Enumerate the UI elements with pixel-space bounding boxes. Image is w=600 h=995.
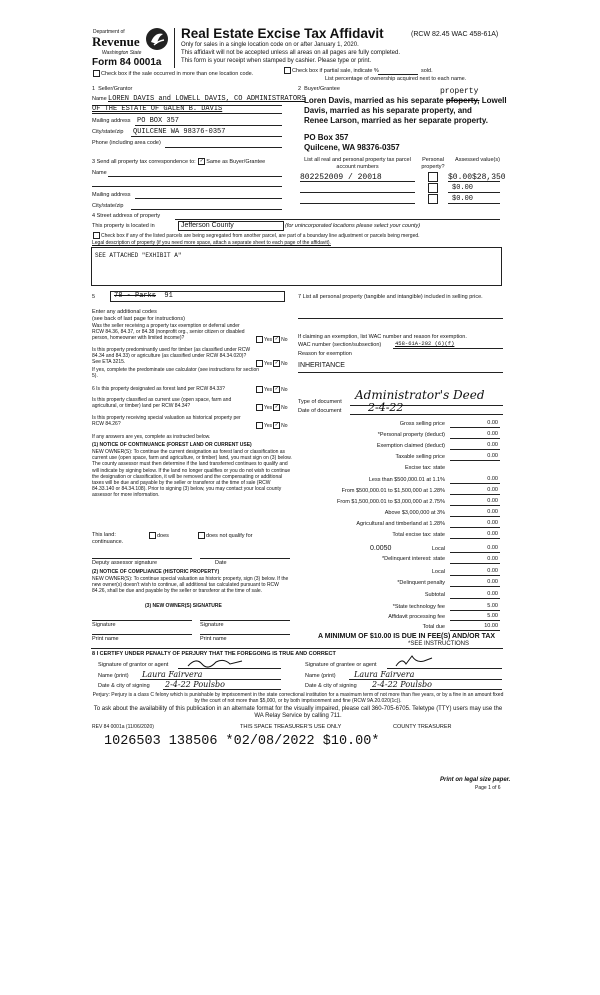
does-check[interactable]: does: [148, 532, 169, 539]
partial-sale-check[interactable]: Check box if partial sale, indicate %: [283, 67, 379, 74]
deputy-date-label: Date: [215, 560, 227, 566]
state-label: Washington State: [102, 50, 142, 56]
delinquent-local-label: Local: [431, 569, 445, 575]
form-number: Form 84 0001a: [92, 57, 162, 68]
reason-value: INHERITANCE: [298, 362, 345, 369]
correspondence-label: 3 Send all property tax correspondence to: ✓ Same as Buyer/Grantee: [92, 158, 266, 165]
legal-paper-note: Print on legal size paper.: [440, 777, 511, 783]
question-3-answer[interactable]: Yes ✓ No: [255, 386, 288, 393]
question-4: Is this property classified as current use (open space, farm and agricultural, or timber) land per RCW 84.34?: [92, 397, 232, 409]
certify-title: 8 I CERTIFY UNDER PENALTY OF PERJURY THAT THE FOREGOING IS TRUE AND CORRECT: [92, 651, 336, 657]
perjury-notice: Perjury: Perjury is a class C felony which is punishable by imprisonment in the state correctional institution for a maximum term of not more than five years, or by a fine in an amount fixed by the court of not more than $5,000, or by both imprisonment and fine (RCW 9A.20.020(1c)).: [92, 692, 504, 704]
seller-city-label: City/state/zip: [92, 129, 124, 135]
grantor-name-label: Name (print): [98, 673, 129, 679]
subtotal-label: Subtotal: [424, 592, 445, 598]
tax-row-underline: [450, 460, 500, 461]
tax-row-value: 0.00: [487, 475, 498, 482]
tax-row-label: Exemption claimed (deduct): [376, 443, 445, 450]
revenue-logo-icon: [145, 27, 169, 51]
form-title: Real Estate Excise Tax Affidavit: [181, 26, 384, 41]
continuance-label: continuance.: [92, 539, 124, 545]
street-address-label: 4 Street address of property: [92, 213, 161, 219]
tax-row-underline: [450, 527, 500, 528]
personal-check-1[interactable]: [428, 172, 438, 182]
assessed-value-3: $0.00: [452, 195, 474, 203]
signature-label-1: Signature: [92, 622, 116, 628]
seller-city-value: QUILCENE WA 98376-0357: [133, 128, 226, 136]
delinquent-state-label: *Delinquent interest: state: [382, 556, 445, 562]
notice-2-title: (2) NOTICE OF COMPLIANCE (HISTORIC PROPERTY): [92, 569, 220, 575]
rcw-reference: (RCW 82.45 WAC 458-61A): [411, 31, 499, 38]
grantor-name-value: Laura Fairvera: [142, 670, 203, 679]
tax-row-label: Taxable selling price: [395, 454, 445, 461]
signature-label-2: Signature: [200, 622, 224, 628]
subtitle-2: This affidavit will not be accepted unless all areas on all pages are fully completed.: [181, 50, 401, 56]
segregated-check[interactable]: Check box if any of the listed parcels are being segregated from another parcel, are part of a boundary line adjustment or parcels being merged.: [92, 232, 420, 239]
tax-row-label: *Personal property (deduct): [377, 432, 445, 439]
parcel-header: List all real and personal property tax parcel account numbers: [304, 157, 411, 170]
county-select[interactable]: Jefferson County: [178, 221, 284, 231]
seller-phone-label: Phone (including area code): [92, 140, 161, 146]
seller-section: 1 Seller/Grantor: [92, 86, 133, 92]
treasurer-stamp: 1026503 138506 *02/08/2022 $10.00*: [104, 734, 380, 749]
page-number: Page 1 of 6: [475, 785, 501, 791]
correspondence-name-label: Name: [92, 170, 107, 176]
see-back-label: (see back of last page for instructions): [92, 316, 185, 322]
tax-row-label: Excise tax: state: [404, 465, 445, 472]
deputy-signature-label: Deputy assessor signature: [92, 560, 158, 566]
buyer-handwritten-property: property: [440, 87, 479, 96]
tax-row-label: From $1,500,000.01 to $3,000,000 at 2.75%: [337, 498, 445, 505]
tax-row-underline: [450, 494, 500, 495]
seller-name-label: Name: [92, 96, 107, 102]
notice-2-body: NEW OWNER(S): To continue special valuation as historic property, sign (3) below. If the new owner(s) doesn't wish to continue, all additional tax calculated pursuant to RCW 84.26, shall be due and payable by the seller or transferor at the time of sale.: [92, 576, 289, 595]
tax-row-value: 0.00: [487, 431, 498, 438]
buyer-addr-2: Quilcene, WA 98376-0357: [304, 143, 400, 152]
tax-row-underline: [450, 505, 500, 506]
tax-row-underline: [450, 449, 500, 450]
buyer-line-2: Davis, married as his separate property, and: [304, 106, 472, 115]
total-due-label: Total due: [422, 624, 445, 630]
personal-check-3[interactable]: [428, 194, 438, 204]
personal-header: Personal property?: [421, 157, 445, 170]
document-type-value: Administrator's Deed: [355, 388, 485, 402]
see-instructions-note: *SEE INSTRUCTIONS: [408, 641, 470, 647]
buyer-line-1: Loren Davis, married as his separate pfoperty, Lowell: [304, 96, 507, 105]
grantor-signature-label: Signature of grantor or agent: [98, 662, 169, 668]
list-pct-label: List percentage of ownership acquired next to each name.: [325, 76, 467, 82]
grantee-name-value: Laura Fairvera: [354, 670, 415, 679]
tax-row-value: 0.00: [487, 531, 498, 537]
exemption-claim-label: If claiming an exemption, list WAC number and reason for exemption.: [298, 334, 467, 340]
total-due-value: 10.00: [484, 623, 498, 629]
wac-value: 458-61A-202 (6)(f): [395, 340, 455, 347]
tax-row-underline: [450, 438, 500, 439]
tax-row-label: Total excise tax: state: [392, 532, 445, 538]
correspondence-city-label: City/state/zip: [92, 203, 124, 209]
question-1: Was the seller receiving a property tax exemption or deferral under RCW 84.36, 84.37, or 84.38 (nonprofit org., senior citizen or disabled person, homeowner with limited income)?: [92, 323, 245, 341]
located-in-label: This property is located in: [92, 223, 155, 229]
penalty-label: *Delinquent penalty: [397, 580, 445, 586]
personal-check-2[interactable]: [428, 183, 438, 193]
buyer-section: 2 Buyer/Grantee: [298, 86, 340, 92]
subtitle-1: Only for sales in a single location code on or after January 1, 2020.: [181, 42, 359, 48]
revenue-logo-text: Revenue: [92, 34, 140, 49]
question-4-answer[interactable]: Yes ✓ No: [255, 404, 288, 411]
tax-row-label: Less than $500,000.01 at 1.1%: [368, 476, 445, 483]
alternate-format-notice: To ask about the availability of this publication in an alternate format for the visually impaired, please call 360-705-6705. Teletype (TTY) users may use the WA Relay Service by calling 711.: [93, 706, 503, 719]
sold-label: sold.: [421, 68, 433, 74]
document-type-label: Type of document: [298, 399, 342, 405]
tech-fee-label: *State technology fee: [392, 604, 445, 610]
grantor-signature: [186, 655, 246, 669]
document-date-value: 2-4-22: [368, 401, 404, 414]
grantee-date-label: Date & city of signing: [305, 683, 357, 689]
notice-1-title: (1) NOTICE OF CONTINUANCE (FOREST LAND OR CURRENT USE): [92, 442, 252, 448]
print-name-label-2: Print name: [200, 636, 227, 642]
buyer-addr-1: PO Box 357: [304, 133, 349, 142]
tax-row-underline: [450, 516, 500, 517]
tax-row-underline: [450, 483, 500, 484]
tax-row-value: 0.00: [487, 420, 498, 426]
tax-row-value: 0.00: [487, 508, 498, 515]
tax-row-label: Above $3,000,000 at 3%: [384, 509, 445, 516]
wac-label: WAC number (section/subsection): [298, 342, 382, 348]
question-2-answer[interactable]: Yes ✓ No: [255, 360, 288, 367]
grantee-signature-label: Signature of grantee or agent: [305, 662, 377, 668]
affidavit-fee-value: 5.00: [487, 613, 498, 619]
treasurer-use-label: THIS SPACE TREASURER'S USE ONLY: [240, 724, 342, 730]
grantor-date-label: Date & city of signing: [98, 683, 150, 689]
subtitle-3: This form is your receipt when stamped by cashier. Please type or print.: [181, 58, 372, 64]
tax-row-value: 0.00: [487, 442, 498, 449]
local-label: Local: [431, 546, 445, 552]
legal-description-box[interactable]: [91, 247, 502, 286]
assessed-value-1: $0.00$28,350: [448, 173, 506, 182]
legal-description-value: SEE ATTACHED "EXHIBIT A": [95, 252, 182, 259]
tax-row-value: 0.00: [487, 453, 498, 460]
local-value: 0.00: [487, 545, 498, 551]
dept-line: Department of: [93, 29, 125, 35]
additional-codes-label: Enter any additional codes: [92, 309, 157, 315]
assessed-value-2: $0.00: [452, 184, 474, 192]
buyer-line-3: Renee Larson, married as her separate property.: [304, 116, 488, 125]
delinquent-state-value: 0.00: [487, 556, 498, 562]
tax-row-value: 0.00: [487, 486, 498, 493]
question-2: Is this property predominantly used for timber (as classified under RCW 84.34 and 84.33) or agriculture (as classified under RCW 84.34.020)? See ETA 3215.: [92, 347, 251, 365]
this-land-label: This land:: [92, 532, 116, 538]
new-owner-signature-title: (3) NEW OWNER(S) SIGNATURE: [145, 603, 222, 609]
document-date-label: Date of document: [298, 408, 342, 414]
grantor-date-value: 2-4-22 Poulsbo: [165, 680, 225, 689]
question-1-answer[interactable]: Yes ✓ No: [255, 336, 288, 343]
seller-name-value-2: OF THE ESTATE OF GALEN B. DAVIS: [92, 105, 223, 113]
question-3: 6 Is this property designated as forest land per RCW 84.33?: [92, 386, 225, 392]
unincorp-label: (for unincorporated locations please select your county): [285, 223, 421, 229]
delinquent-local-value: 0.00: [487, 568, 498, 574]
penalty-value: 0.00: [487, 579, 498, 585]
tax-row-label: From $500,000.01 to $1,500,000 at 1.28%: [341, 487, 445, 494]
use-code-select[interactable]: 78 - Parks 91: [110, 291, 285, 302]
tax-row-underline: [450, 538, 500, 539]
tech-fee-value: 5.00: [487, 603, 498, 609]
tax-row-label: Gross selling price: [399, 421, 445, 427]
subtotal-value: 0.00: [487, 591, 498, 597]
question-2b: If yes, complete the predominate use calculator (see instructions for section 5).: [92, 367, 260, 379]
seller-name-value: LOREN DAVIS and LOWELL DAVIS, CO ADMINISTRATORS: [108, 95, 306, 103]
legal-description-label: Legal description of property (if you need more space, attach a separate sheet to each page of the affidavit).: [92, 240, 331, 246]
seller-mailing-label: Mailing address: [92, 118, 131, 124]
parcel-number-value: 802252009 / 20018: [300, 173, 382, 182]
section-5-number: 5: [92, 294, 96, 300]
notice-1-body: NEW OWNER(S): To continue the current designation as forest land or classification as current use (open space, farm and agriculture, or timber) land, you must sign on (3) below. The county assessor must then determine if the land transferred continues to qualify and will indicate by signing below. If the land no longer qualifies or you do not wish to continue the designation or classification, it will be removed and the compensating or additional taxes will be due and payable by the seller or transferor at the time of sale (RCW 84.33.140 or 84.34.108). Prior to signing (3) below, you may contact your local county assessor for more information.: [92, 449, 292, 499]
grantee-date-value: 2-4-22 Poulsbo: [372, 680, 432, 689]
correspondence-mailing-label: Mailing address: [92, 192, 131, 198]
print-name-label-1: Print name: [92, 636, 119, 642]
question-5-answer[interactable]: Yes ✓ No: [255, 422, 288, 429]
does-not-check[interactable]: does not qualify for: [197, 532, 252, 539]
minimum-due-note: A MINIMUM OF $10.00 IS DUE IN FEE(S) AND/OR TAX: [318, 633, 496, 640]
local-rate: 0.0050: [370, 545, 392, 552]
question-5: Is this property receiving special valuation as historical property per RCW 84.26?: [92, 415, 241, 427]
tax-row-label: Agricultural and timberland at 1.28%: [356, 520, 445, 527]
grantee-signature: [394, 653, 434, 669]
tax-row-underline: [450, 427, 500, 428]
seller-mailing-value: PO BOX 357: [137, 117, 180, 125]
affidavit-fee-label: Affidavit processing fee: [388, 614, 445, 620]
personal-property-list-label: 7 List all personal property (tangible and intangible) included in selling price.: [298, 294, 483, 300]
revision-label: REV 84 0001a (11/06/2020): [92, 724, 154, 730]
reason-label: Reason for exemption: [298, 351, 352, 357]
tax-row-value: 0.00: [487, 519, 498, 526]
tax-row-value: 0.00: [487, 497, 498, 504]
multi-location-check[interactable]: Check box if the sale occurred in more than one location code.: [92, 70, 253, 77]
grantee-name-label: Name (print): [305, 673, 336, 679]
if-yes-label: If any answers are yes, complete as instructed below.: [92, 434, 211, 440]
county-treasurer-label: COUNTY TREASURER: [393, 724, 452, 730]
assessed-header: Assessed value(s): [455, 157, 500, 163]
